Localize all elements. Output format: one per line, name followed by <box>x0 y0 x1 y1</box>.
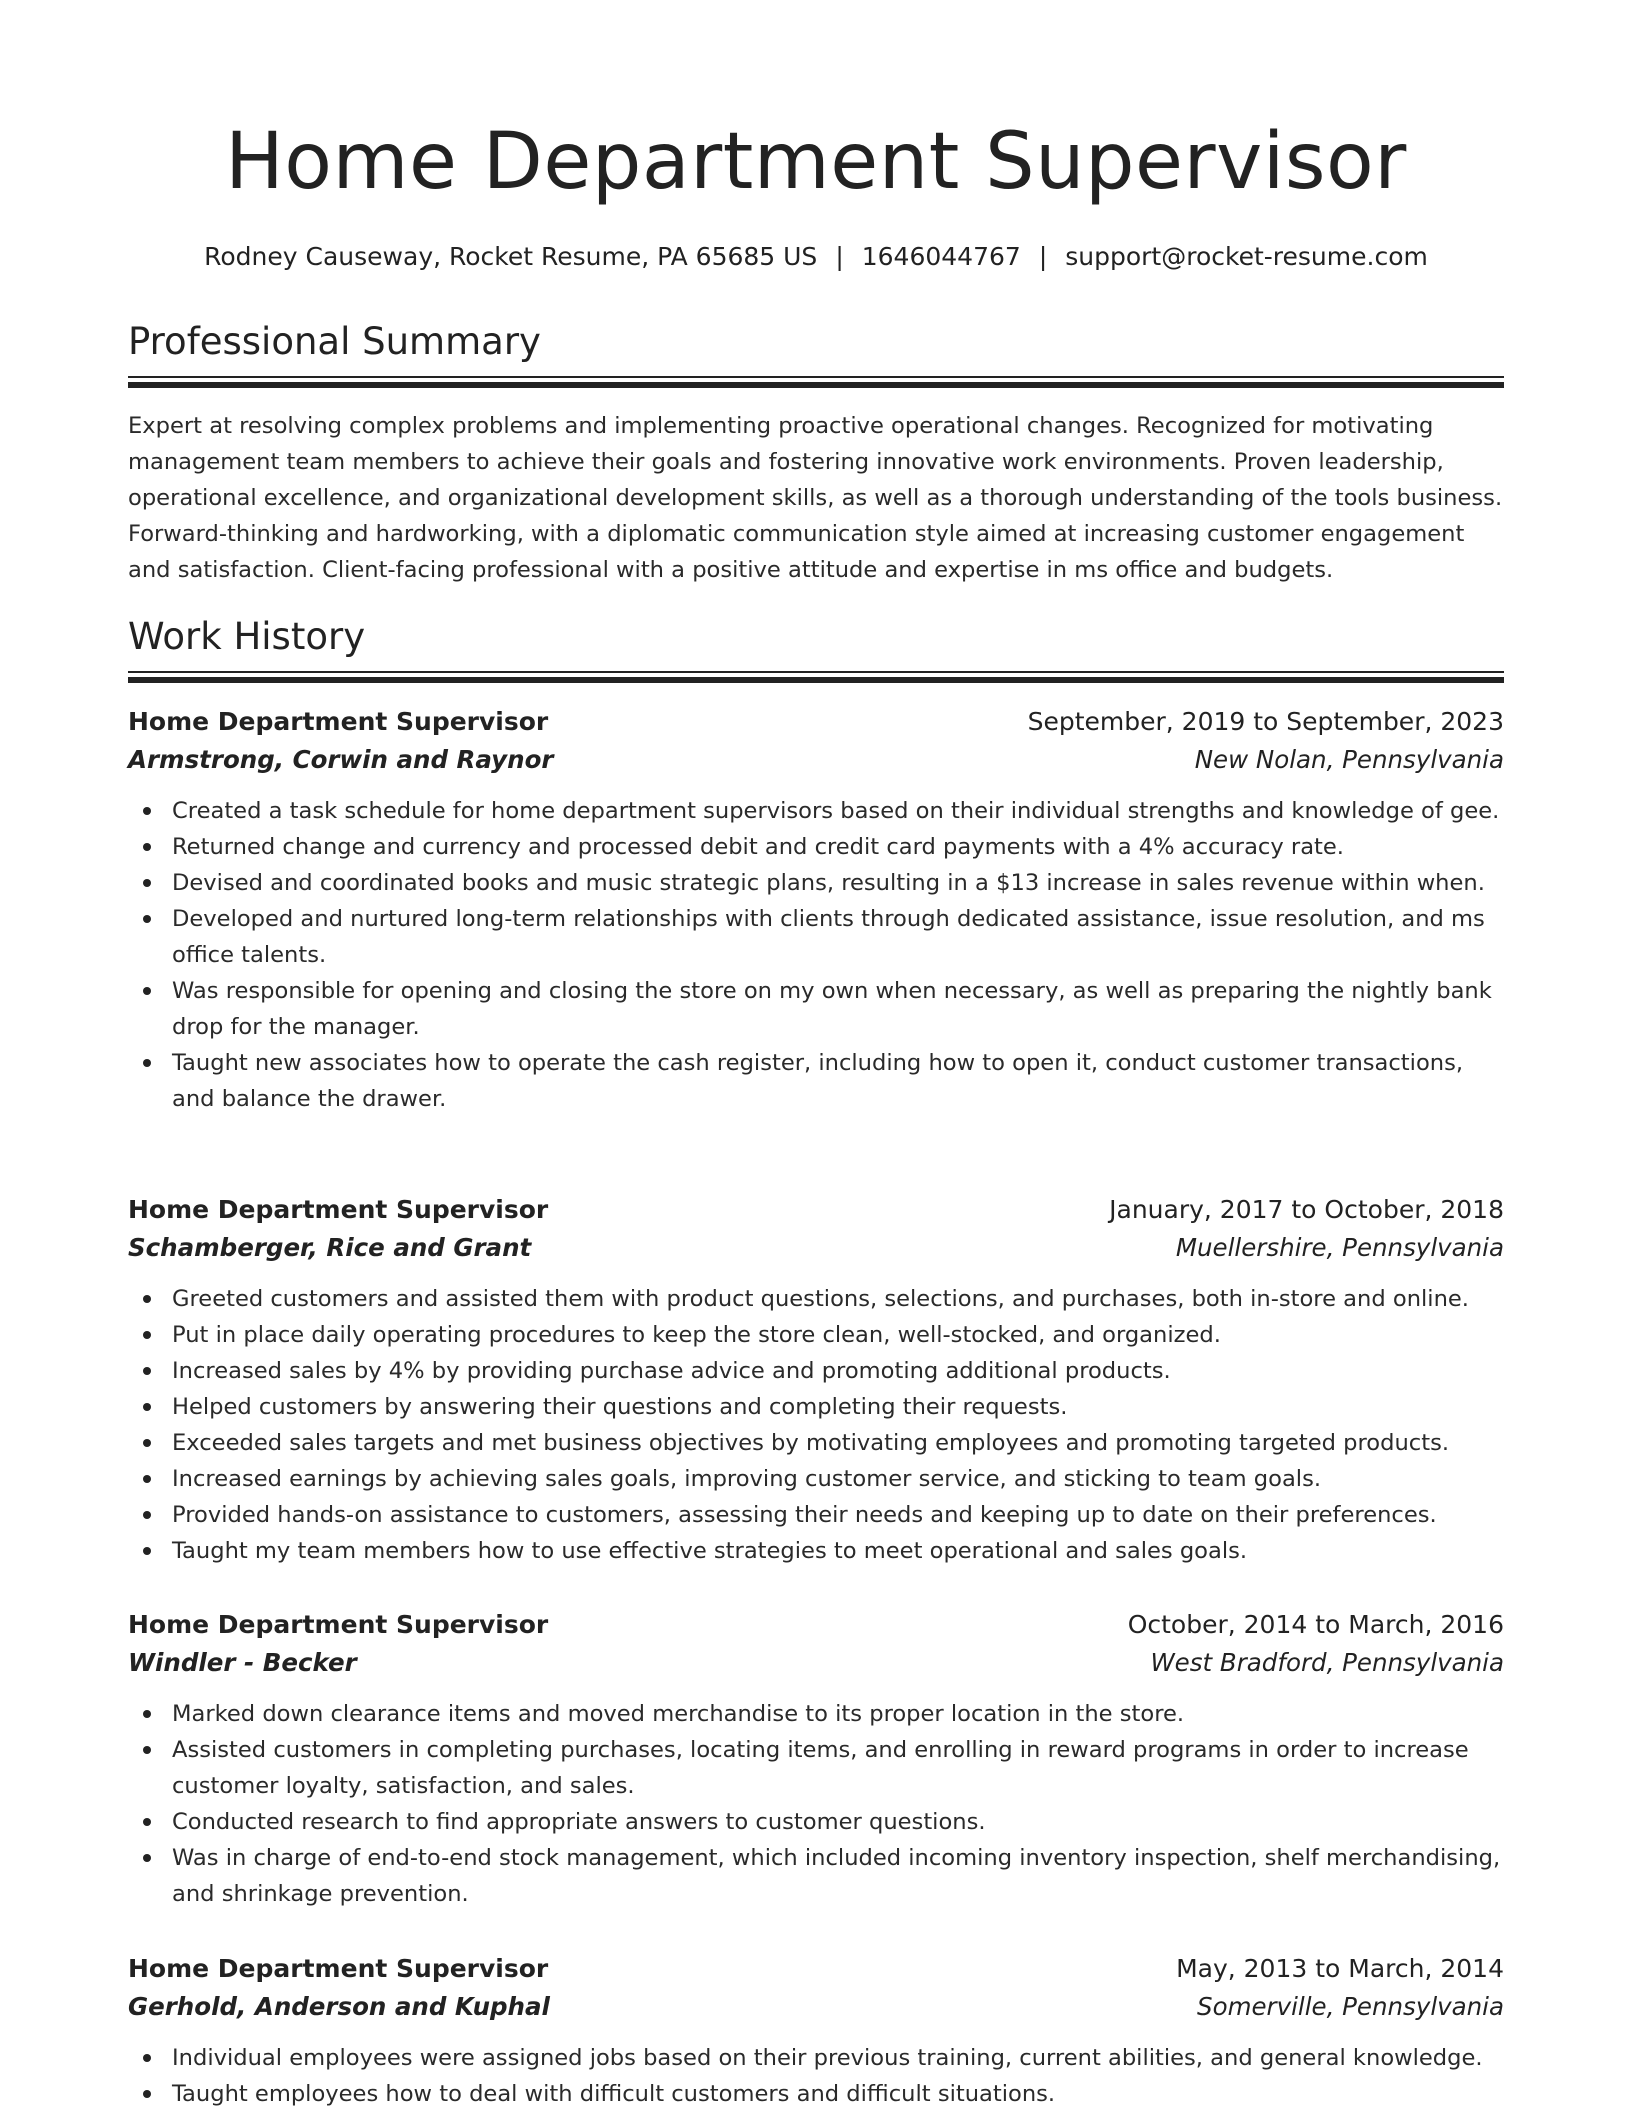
job-header-row <box>128 1191 1504 1229</box>
job-company: Armstrong, Corwin and Raynor <box>128 745 554 774</box>
bullet-dot <box>143 2090 151 2098</box>
list-item <box>172 1804 1504 1840</box>
contact-phone: 1646044767 <box>861 242 1021 271</box>
work-history-heading: Work History <box>128 615 366 658</box>
list-item <box>172 1425 1504 1461</box>
bullet-text: Helped customers by answering their questions and completing their requests. <box>172 1394 1068 1420</box>
contact-line <box>128 240 1504 274</box>
resume-title: Home Department Supervisor <box>225 117 1407 207</box>
bullet-dot <box>143 1511 151 1519</box>
bullet-text: Assisted customers in completing purchases, locating items, and enrolling in reward programs in order to increase customer loyalty, satisfaction, and sales. <box>172 1737 1469 1799</box>
contact-separator: | <box>835 242 844 271</box>
job-dates: September, 2019 to September, 2023 <box>1027 707 1504 736</box>
job-location: New Nolan, Pennsylvania <box>1194 745 1504 774</box>
bullet-text: Provided hands-on assistance to customers, assessing their needs and keeping up to date on their preferences. <box>172 1502 1437 1528</box>
list-item <box>172 973 1504 1045</box>
bullet-text: Greeted customers and assisted them with product questions, selections, and purchases, both in-store and online. <box>172 1286 1469 1312</box>
bullet-text: Taught employees how to deal with difficult customers and difficult situations. <box>172 2081 1056 2107</box>
job-company-row <box>128 1229 1504 1267</box>
list-item <box>172 829 1504 865</box>
list-item <box>172 1389 1504 1425</box>
job-company: Windler - Becker <box>128 1648 357 1677</box>
job-bullets <box>128 793 1504 1117</box>
bullet-text: Returned change and currency and processed debit and credit card payments with a 4% accuracy rate. <box>172 834 1344 860</box>
job-bullets <box>128 1696 1504 1912</box>
bullet-dot <box>143 1059 151 1067</box>
contact-separator: | <box>1038 242 1048 271</box>
job-entry <box>128 1606 1504 1912</box>
bullet-text: Exceeded sales targets and met business objectives by motivating employees and promoting targeted products. <box>172 1430 1450 1456</box>
bullet-text: Taught new associates how to operate the cash register, including how to open it, conduct customer transactions, and balance the drawer. <box>172 1050 1464 1112</box>
bullet-dot <box>143 1367 151 1375</box>
bullet-text: Devised and coordinated books and music strategic plans, resulting in a $13 increase in sales revenue within when. <box>172 870 1485 896</box>
bullet-dot <box>143 987 151 995</box>
bullet-dot <box>143 1403 151 1411</box>
bullet-text: Developed and nurtured long-term relationships with clients through dedicated assistance, issue resolution, and ms office talents. <box>172 906 1485 968</box>
job-location: Muellershire, Pennsylvania <box>1175 1233 1504 1262</box>
list-item <box>172 1353 1504 1389</box>
bullet-text: Was in charge of end-to-end stock management, which included incoming inventory inspection, shelf merchandising, and shrinkage prevention. <box>172 1845 1501 1907</box>
bullet-text: Increased sales by 4% by providing purchase advice and promoting additional products. <box>172 1358 1171 1384</box>
list-item <box>172 1732 1504 1804</box>
list-item <box>172 1317 1504 1353</box>
job-entry <box>128 1191 1504 1569</box>
list-item <box>172 2076 1504 2112</box>
bullet-dot <box>143 1854 151 1862</box>
job-dates: January, 2017 to October, 2018 <box>1109 1195 1504 1224</box>
list-item <box>172 793 1504 829</box>
bullet-dot <box>143 1818 151 1826</box>
job-header-row <box>128 703 1504 741</box>
section-divider <box>128 376 1504 388</box>
list-item <box>172 1840 1504 1912</box>
job-entry <box>128 1950 1504 2112</box>
list-item <box>172 1461 1504 1497</box>
job-dates: October, 2014 to March, 2016 <box>1127 1610 1504 1639</box>
section-divider <box>128 671 1504 683</box>
job-company: Gerhold, Anderson and Kuphal <box>128 1992 550 2021</box>
work-history-section-header <box>128 613 1504 683</box>
job-company-row <box>128 741 1504 779</box>
bullet-dot <box>143 843 151 851</box>
bullet-dot <box>143 807 151 815</box>
job-company-row <box>128 1988 1504 2026</box>
list-item <box>172 865 1504 901</box>
contact-email: support@rocket-resume.com <box>1065 242 1428 271</box>
summary-heading: Professional Summary <box>128 320 541 363</box>
job-location: West Bradford, Pennsylvania <box>1150 1648 1504 1677</box>
bullet-dot <box>143 1295 151 1303</box>
list-item <box>172 1533 1504 1569</box>
bullet-dot <box>143 879 151 887</box>
job-bullets <box>128 2040 1504 2112</box>
bullet-dot <box>143 1331 151 1339</box>
list-item <box>172 2040 1504 2076</box>
bullet-dot <box>143 915 151 923</box>
job-entry <box>128 703 1504 1117</box>
job-title: Home Department Supervisor <box>128 1954 549 1983</box>
job-title: Home Department Supervisor <box>128 1195 549 1224</box>
job-dates: May, 2013 to March, 2014 <box>1176 1954 1504 1983</box>
bullet-text: Individual employees were assigned jobs based on their previous training, current abilities, and general knowledge. <box>172 2045 1483 2071</box>
bullet-text: Marked down clearance items and moved merchandise to its proper location in the store. <box>172 1701 1185 1727</box>
resume-page <box>128 0 1504 2112</box>
bullet-dot <box>143 1547 151 1555</box>
bullet-dot <box>143 1475 151 1483</box>
bullet-text: Conducted research to find appropriate answers to customer questions. <box>172 1809 986 1835</box>
bullet-dot <box>143 1439 151 1447</box>
bullet-text: Put in place daily operating procedures to keep the store clean, well-stocked, and organized. <box>172 1322 1221 1348</box>
bullet-dot <box>143 1710 151 1718</box>
bullet-text: Created a task schedule for home department supervisors based on their individual strengths and knowledge of gee. <box>172 798 1500 824</box>
bullet-text: Was responsible for opening and closing the store on my own when necessary, as well as preparing the nightly bank drop for the manager. <box>172 978 1492 1040</box>
list-item <box>172 901 1504 973</box>
job-location: Somerville, Pennsylvania <box>1197 1992 1504 2021</box>
list-item <box>172 1045 1504 1117</box>
job-header-row <box>128 1950 1504 1988</box>
bullet-text: Increased earnings by achieving sales goals, improving customer service, and sticking to team goals. <box>172 1466 1322 1492</box>
contact-address: Rodney Causeway, Rocket Resume, PA 65685 US <box>204 242 818 271</box>
job-company: Schamberger, Rice and Grant <box>128 1233 532 1262</box>
list-item <box>172 1497 1504 1533</box>
bullet-text: Taught my team members how to use effective strategies to meet operational and sales goals. <box>172 1538 1248 1564</box>
job-header-row <box>128 1606 1504 1644</box>
bullet-dot <box>143 1746 151 1754</box>
list-item <box>172 1281 1504 1317</box>
job-bullets <box>128 1281 1504 1569</box>
job-title: Home Department Supervisor <box>128 707 549 736</box>
list-item <box>172 1696 1504 1732</box>
summary-section-header <box>128 318 1504 388</box>
bullet-dot <box>143 2054 151 2062</box>
job-title: Home Department Supervisor <box>128 1610 549 1639</box>
job-company-row <box>128 1644 1504 1682</box>
summary-text: Expert at resolving complex problems and implementing proactive operational changes. Recognized for motivating management team members to achieve their goals and fostering innovative work environments. Proven leadership, operational excellence, and organizational development skills, as well as a thorough understanding of the tools business. Forward-thinking and hardworking, with a diplomatic communication style aimed at increasing customer engagement and satisfaction. Client-facing professional with a positive attitude and expertise in ms office and budgets. <box>128 413 1503 583</box>
